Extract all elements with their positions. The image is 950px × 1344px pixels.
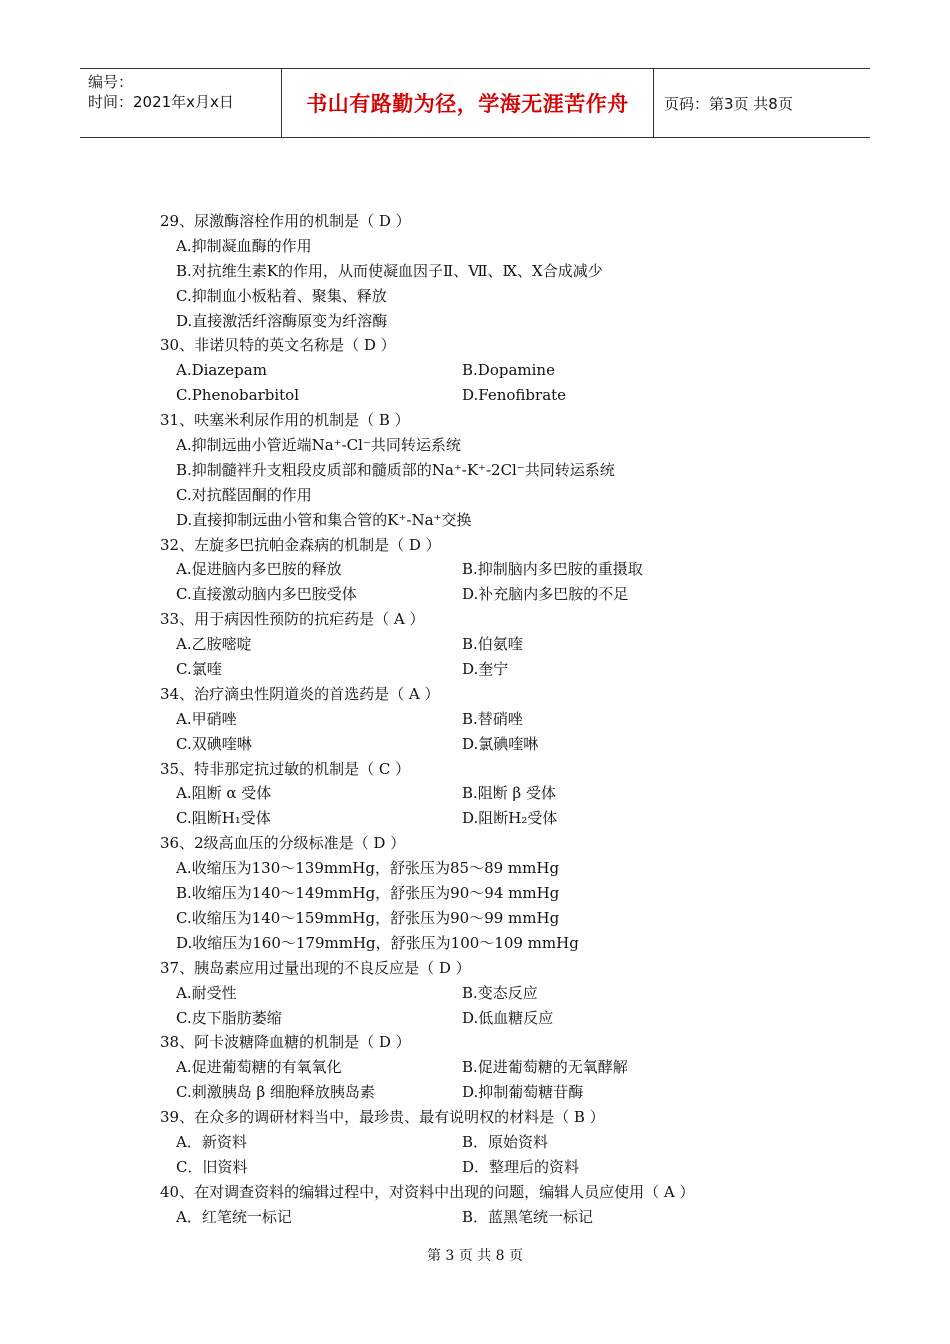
question-stem: 35、特非那定抗过敏的机制是（ C ） (160, 759, 411, 778)
answer-option: C.直接激动脑内多巴胺受体 (176, 585, 357, 604)
answer-option-row (160, 781, 760, 806)
answer-option: A.促进脑内多巴胺的释放 (176, 560, 342, 579)
answer-option: A.抑制凝血酶的作用 (176, 236, 312, 255)
header-motto: 书山有路勤为径，学海无涯苦作舟 (306, 92, 629, 116)
page-header (80, 68, 870, 138)
question-stem: 36、2级高血压的分级标准是（ D ） (160, 834, 406, 853)
answer-option: A．红笔统一标记 (176, 1207, 292, 1226)
answer-option: C.刺激胰岛 β 细胞释放胰岛素 (176, 1083, 375, 1102)
question-stem: 40、在对调查资料的编辑过程中，对资料中出现的问题，编辑人员应使用（ A ） (160, 1182, 695, 1201)
answer-option-row (160, 1205, 760, 1230)
answer-option-row (160, 1006, 760, 1031)
answer-option: D.收缩压为160～179mmHg，舒张压为100～109 mmHg (176, 933, 579, 952)
answer-option: D.抑制葡萄糖苷酶 (462, 1083, 584, 1102)
answer-option: B.对抗维生素K的作用，从而使凝血因子Ⅱ、Ⅶ、Ⅸ、Ⅹ合成减少 (176, 261, 603, 280)
answer-option-row (160, 632, 760, 657)
answer-option-row (160, 1055, 760, 1080)
answer-option: C.Phenobarbitol (176, 386, 300, 405)
answer-option: A.阻断 α 受体 (176, 784, 272, 803)
answer-option-row (160, 1080, 760, 1105)
header-page-info-cell (654, 69, 870, 137)
answer-option: D.直接激活纤溶酶原变为纤溶酶 (176, 311, 388, 330)
question-list (160, 209, 760, 1230)
answer-option: C.阻断H₁受体 (176, 809, 271, 828)
answer-option-row (160, 657, 760, 682)
answer-option: D．整理后的资料 (462, 1157, 580, 1176)
answer-option-row (160, 1130, 760, 1155)
answer-option: A.乙胺嘧啶 (176, 635, 252, 654)
question-stem: 33、用于病因性预防的抗疟药是（ A ） (160, 610, 425, 629)
page-footer (0, 1245, 950, 1265)
question-stem: 39、在众多的调研材料当中，最珍贵、最有说明权的材料是（ B ） (160, 1108, 605, 1127)
answer-option: A.促进葡萄糖的有氧氧化 (176, 1058, 342, 1077)
document-time-label: 时间：2021年x月x日 (88, 93, 234, 111)
answer-option: C.抑制血小板粘着、聚集、释放 (176, 286, 387, 305)
answer-option-row (160, 358, 760, 383)
answer-option-row (160, 383, 760, 408)
header-motto-cell (282, 69, 654, 137)
answer-option: B.抑制脑内多巴胺的重摄取 (462, 560, 643, 579)
answer-option: B.变态反应 (462, 983, 538, 1002)
answer-option: C.收缩压为140～159mmHg，舒张压为90～99 mmHg (176, 908, 560, 927)
question-stem: 37、胰岛素应用过量出现的不良反应是（ D ） (160, 958, 471, 977)
header-meta (80, 69, 282, 137)
answer-option-row (160, 557, 760, 582)
answer-option: D.阻断H₂受体 (462, 809, 558, 828)
answer-option: B．原始资料 (462, 1132, 549, 1151)
answer-option: A.抑制远曲小管近端Na⁺-Cl⁻共同转运系统 (176, 436, 461, 455)
answer-option-row (160, 707, 760, 732)
answer-option: C．旧资料 (176, 1157, 248, 1176)
question-stem: 38、阿卡波糖降血糖的机制是（ D ） (160, 1033, 411, 1052)
question-stem: 30、非诺贝特的英文名称是（ D ） (160, 336, 396, 355)
header-page-info: 页码：第3页 共8页 (664, 94, 793, 113)
answer-option-row (160, 582, 760, 607)
question-stem: 34、治疗滴虫性阴道炎的首选药是（ A ） (160, 684, 440, 703)
answer-option: D.低血糖反应 (462, 1008, 554, 1027)
answer-option: D.Fenofibrate (462, 386, 567, 405)
answer-option: D.氯碘喹啉 (462, 734, 539, 753)
answer-option: B.伯氨喹 (462, 635, 523, 654)
answer-option: B.Dopamine (462, 361, 555, 380)
answer-option-row (160, 1155, 760, 1180)
answer-option: A.甲硝唑 (176, 709, 237, 728)
answer-option: C.双碘喹啉 (176, 734, 252, 753)
answer-option: B.阻断 β 受体 (462, 784, 556, 803)
answer-option: A.耐受性 (176, 983, 237, 1002)
answer-option-row (160, 806, 760, 831)
question-stem: 29、尿激酶溶栓作用的机制是（ D ） (160, 212, 411, 230)
question-stem: 32、左旋多巴抗帕金森病的机制是（ D ） (160, 535, 441, 554)
answer-option: D.补充脑内多巴胺的不足 (462, 585, 629, 604)
footer-page-number: 第 3 页 共 8 页 (426, 1248, 524, 1264)
answer-option: B.促进葡萄糖的无氧酵解 (462, 1058, 628, 1077)
question-stem: 31、呋塞米利尿作用的机制是（ B ） (160, 411, 410, 430)
answer-option: B.抑制髓袢升支粗段皮质部和髓质部的Na⁺-K⁺-2Cl⁻共同转运系统 (176, 460, 615, 479)
answer-option: B．蓝黑笔统一标记 (462, 1207, 594, 1226)
answer-option: B.收缩压为140～149mmHg，舒张压为90～94 mmHg (176, 884, 560, 903)
answer-option: C.对抗醛固酮的作用 (176, 485, 312, 504)
answer-option: C.氯喹 (176, 660, 222, 679)
answer-option: A．新资料 (176, 1132, 247, 1151)
answer-option: D.直接抑制远曲小管和集合管的K⁺-Na⁺交换 (176, 510, 472, 529)
answer-option: A.收缩压为130～139mmHg，舒张压为85～89 mmHg (176, 859, 560, 878)
answer-option-row (160, 981, 760, 1006)
answer-option-row (160, 732, 760, 757)
answer-option: D.奎宁 (462, 660, 509, 679)
answer-option: B.替硝唑 (462, 709, 523, 728)
answer-option: C.皮下脂肪萎缩 (176, 1008, 282, 1027)
document-number-label: 编号： (88, 73, 134, 91)
answer-option: A.Diazepam (176, 361, 267, 380)
